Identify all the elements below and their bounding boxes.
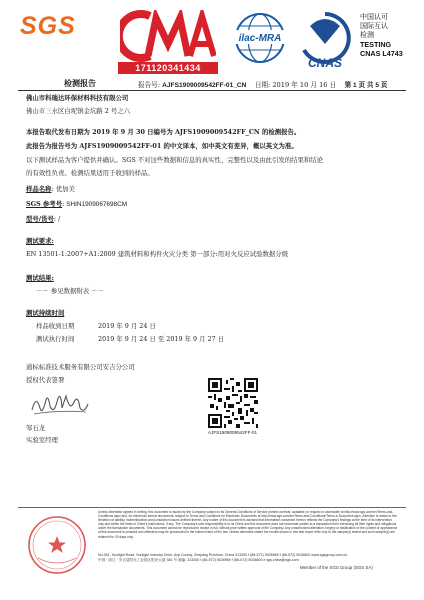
sgs-logo: SGS [20, 12, 76, 40]
report-meta [138, 79, 387, 89]
report-number: AJFS1909009542FF-01_CN [162, 82, 247, 89]
qr-code-image [208, 378, 258, 428]
notice-disclaimer-2: 的有效性负责。检测结果适用于收到的样品。 [26, 169, 154, 177]
duration-label: 测试持续时间 [26, 309, 65, 317]
received-date-row [36, 322, 156, 331]
cert-line-3: 检测 [360, 31, 374, 39]
client-address: 佛山市三水区白坭镇金坑路 2 号之六 [26, 107, 130, 115]
report-title: 检测报告 [64, 78, 96, 88]
qr-code-text: AJFS1909009542FF-01 [208, 430, 258, 435]
cert-line-4: TESTING [360, 40, 392, 49]
report-page: 第 1 页 共 5 页 [344, 82, 388, 89]
signer-name: 邹石龙 [26, 424, 46, 432]
cnas-text: CNAS [307, 56, 343, 70]
report-date-label: 日期: [254, 81, 271, 89]
footer-divider [18, 507, 406, 508]
sgs-ref-row: SGS 参考号: SHIN1909067698CM [26, 200, 128, 208]
report-number-label: 报告号: [138, 81, 161, 89]
accreditation-block [360, 13, 403, 58]
testing-period-value: 2019 年 9 月 24 日 至 2019 年 9 月 27 日 [98, 335, 225, 343]
received-date-label: 样品收到日期 [36, 322, 75, 330]
results-text: －－ 参见数据附表 －－ [36, 287, 104, 295]
client-company: 佛山市科瑞达环保材料科技有限公司 [26, 94, 129, 102]
sample-name-row: 样品名称: 优加美 [26, 185, 75, 193]
sgs-ref-value: SHIN1909067698CM [66, 201, 128, 208]
signing-organization: 通标标准技术服务有限公司安吉分公司 [26, 363, 135, 371]
model-label: 型号/货号 [26, 215, 54, 223]
testing-period-row [36, 335, 224, 344]
received-date-value: 2019 年 9 月 24 日 [98, 322, 156, 330]
cert-line-2: 国际互认 [360, 22, 388, 30]
cert-line-1: 中国认可 [360, 13, 388, 21]
model-row: 型号/货号: / [26, 215, 61, 223]
footer-disclaimer: Unless otherwise agreed in writing, this document is issued by the Company subject to its General Conditions of Service printed overleaf, available on request or accessible at http://www.sgs.com/en/Terms-and-Conditions.aspx and, for electronic format documents, subject to Terms and Conditions for Electronic Documents at http://www.sgs.com/en/Terms-and-Conditions/Terms-e-Document.aspx. Attention is drawn to the limitation of liability, indemnification and jurisdiction issues defined therein. Any holder of this document is advised that information contained hereon reflects the Company's findings at the time of its intervention only and within the limits of Client's instructions, if any. The Company's sole responsibility is to its Client and this document does not exonerate parties to a transaction from exercising all their rights and obligations under the transaction documents. This document cannot be reproduced except in full, without prior written approval of the Company. Any unauthorized alteration, forgery or falsification of the content or appearance of this document is unlawful and offenders may be prosecuted to the fullest extent of the law. Unless otherwise stated the results shown in this test report refer only to the sample(s) tested and such sample(s) are retained for 30 days only. [98, 510, 398, 539]
sgs-ref-label: SGS 参考号 [26, 200, 63, 208]
footer-address-cn: 中国 · 浙江 · 安吉县阳光工业园区阳光大道 381 号 邮编: 313300 t (86-572) 5026969 f (86-572) 5026800 e sgs.china@sgs.com [98, 558, 299, 562]
ilac-mra-logo [228, 10, 292, 74]
cnas-logo [296, 10, 354, 70]
requirements-label: 测试要求: [26, 237, 54, 245]
cert-line-5: CNAS L4743 [360, 49, 403, 58]
notice-translation: 此报告为报告号为 AJFS1909009542FF-01 的中文译本，如中英文有差异，概以英文为准。 [26, 142, 298, 150]
footer-member: Member of the SGS Group (SGS SA) [300, 565, 373, 570]
signing-representative: 授权代表签署 [26, 376, 65, 384]
footer-address-en: No.381, Sunlight Road, Sunlight Industry Zone, Anji County, Zhejiang Province, China 313300 t (86-572) 5026969 f (86-572) 5026800 www.sgsgroup.com.cn [98, 553, 348, 557]
cma-logo [120, 10, 216, 62]
handwritten-signature [28, 390, 92, 420]
report-date: 2019 年 10 月 16 日 [272, 81, 337, 89]
sample-name-label: 样品名称 [26, 185, 52, 193]
company-seal-stamp [26, 514, 88, 576]
notice-disclaimer: 以下测试样品为客户提供并确认。SGS 不对这些数据和信息的真实性、完整性以及由此引发的结果和结论 [26, 156, 324, 164]
notice-replacement: 本报告取代发布日期为 2019 年 9 月 30 日编号为 AJFS1909009542FF_CN 的检测报告。 [26, 128, 301, 136]
header-divider [18, 90, 406, 91]
results-label: 测试结果: [26, 274, 54, 282]
model-value: / [58, 215, 61, 223]
ilac-text: ilac-MRA [238, 33, 282, 44]
sample-name-value: 优加美 [55, 185, 75, 193]
signer-title: 实验室经理 [26, 436, 58, 444]
cma-number: 171120341434 [118, 62, 218, 74]
footer-address [98, 553, 408, 563]
requirements-text: EN 13501-1:2007+A1:2009 建筑材料和构件火灾分类 第一部分:用对火反应试验数据分级 [26, 250, 289, 258]
testing-period-label: 测试执行时间 [36, 335, 75, 343]
